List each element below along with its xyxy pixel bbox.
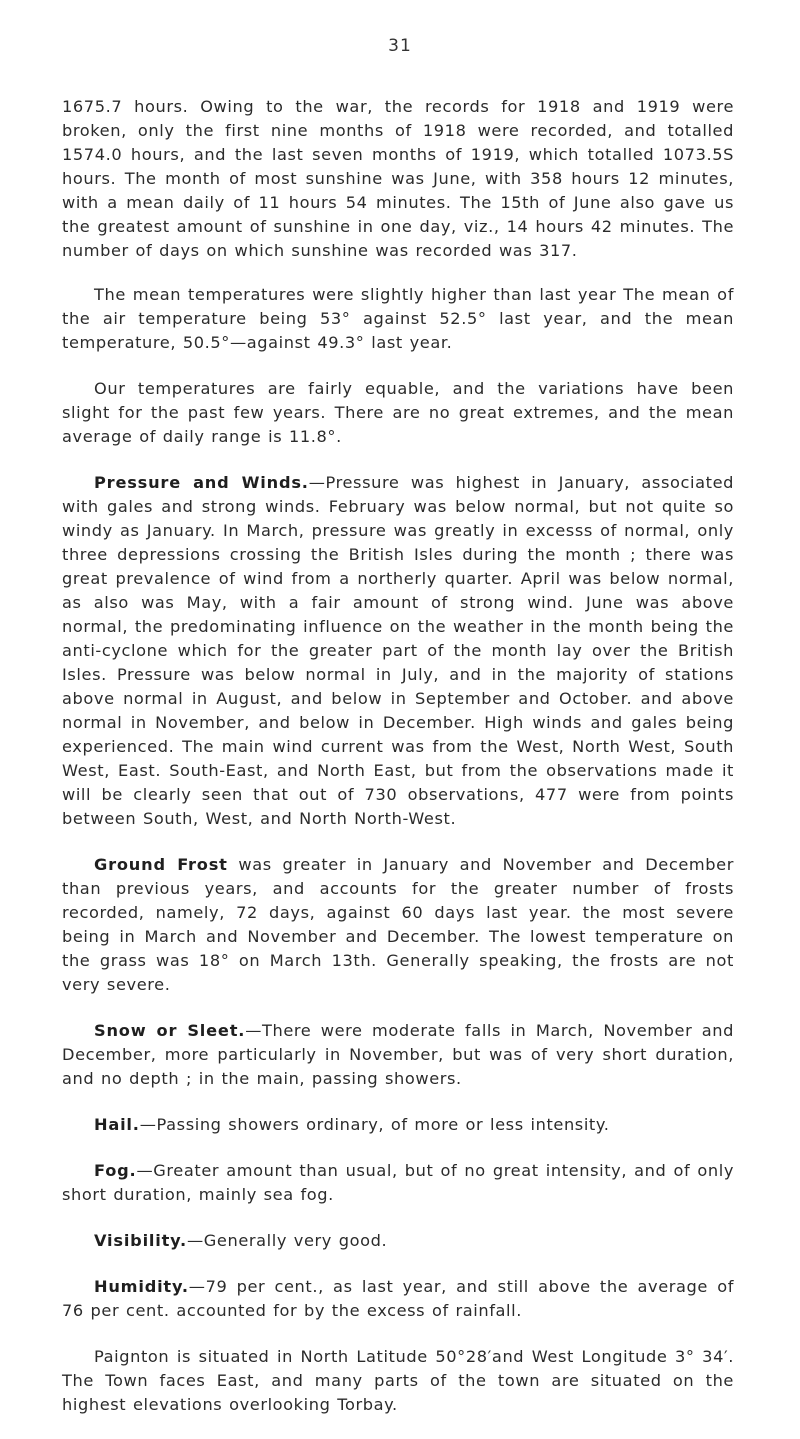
paragraph-fog bbox=[62, 1159, 734, 1207]
paragraph-visibility bbox=[62, 1229, 734, 1253]
paragraph-equable-temperatures bbox=[62, 377, 734, 449]
paragraph-snow-or-sleet bbox=[62, 1019, 734, 1091]
paragraph-pressure-and-winds bbox=[62, 471, 734, 831]
paragraph-text: Paignton is situated in North Latitude 50°28′and West Longitude 3° 34′. The Town faces East, and many parts of the town are situated on the highest elevations overlooking Torbay. bbox=[62, 1347, 734, 1414]
section-heading: Humidity. bbox=[94, 1277, 189, 1296]
paragraph-text: Our temperatures are fairly equable, and the variations have been slight for the past few years. There are no great extremes, and the mean average of daily range is 11.8°. bbox=[62, 379, 734, 446]
paragraph-text: —Greater amount than usual, but of no great intensity, and of only short duration, mainly sea fog. bbox=[62, 1161, 734, 1204]
section-heading: Ground Frost bbox=[94, 855, 228, 874]
paragraph-text: —Pressure was highest in January, associated with gales and strong winds. February was below normal, but not quite so windy as January. In March, pressure was greatly in excesss of normal, only three depressions crossing the British Isles during the month ; there was great prevalence of wind from a northerly quarter. April was below normal, as also was May, with a fair amount of strong wind. June was above normal, the predominating influence on the weather in the month being the anti-cyclone which for the greater part of the month lay over the British Isles. Pressure was below normal in July, and in the majority of stations above normal in August, and below in September and October. and above normal in November, and below in December. High winds and gales being experienced. The main wind current was from the West, North West, South West, East. South-East, and North East, but from the observations made it will be clearly seen that out of 730 observations, 477 were from points between South, West, and North North-West. bbox=[62, 473, 734, 828]
section-heading: Fog. bbox=[94, 1161, 137, 1180]
section-heading: Hail. bbox=[94, 1115, 140, 1134]
paragraph-text: —There were moderate falls in March, November and December, more particularly in November, but was of very short duration, and no depth ; in the main, passing showers. bbox=[62, 1021, 734, 1088]
paragraph-text: —Passing showers ordinary, of more or less intensity. bbox=[139, 1115, 610, 1134]
paragraph-ground-frost bbox=[62, 853, 734, 997]
paragraph-sunshine bbox=[62, 95, 734, 263]
paragraph-text: —79 per cent., as last year, and still above the average of 76 per cent. accounted for by the excess of rainfall. bbox=[62, 1277, 734, 1320]
page-number: 31 bbox=[388, 36, 412, 56]
section-heading: Visibility. bbox=[94, 1231, 187, 1250]
section-heading: Snow or Sleet. bbox=[94, 1021, 246, 1040]
paragraph-text: was greater in January and November and December than previous years, and accounts for the greater number of frosts recorded, namely, 72 days, against 60 days last year. the most severe being in March and November and December. The lowest temperature on the grass was 18° on March 13th. Generally speaking, the frosts are not very severe. bbox=[62, 855, 734, 994]
paragraph-text: The mean temperatures were slightly higher than last year The mean of the air temperature being 53° against 52.5° last year, and the mean temperature, 50.5°—against 49.3° last year. bbox=[62, 285, 734, 352]
paragraph-humidity bbox=[62, 1275, 734, 1323]
paragraph-location bbox=[62, 1345, 734, 1417]
section-heading: Pressure and Winds. bbox=[94, 473, 309, 492]
paragraph-text: 1675.7 hours. Owing to the war, the records for 1918 and 1919 were broken, only the first nine months of 1918 were recorded, and totalled 1574.0 hours, and the last seven months of 1919, which totalled 1073.5S hours. The month of most sunshine was June, with 358 hours 12 minutes, with a mean daily of 11 hours 54 minutes. The 15th of June also gave us the greatest amount of sunshine in one day, viz., 14 hours 42 minutes. The number of days on which sunshine was recorded was 317. bbox=[62, 97, 734, 260]
document-body bbox=[62, 95, 734, 1439]
paragraph-mean-temperatures bbox=[62, 283, 734, 355]
paragraph-text: —Generally very good. bbox=[186, 1231, 388, 1250]
paragraph-hail bbox=[62, 1113, 734, 1137]
